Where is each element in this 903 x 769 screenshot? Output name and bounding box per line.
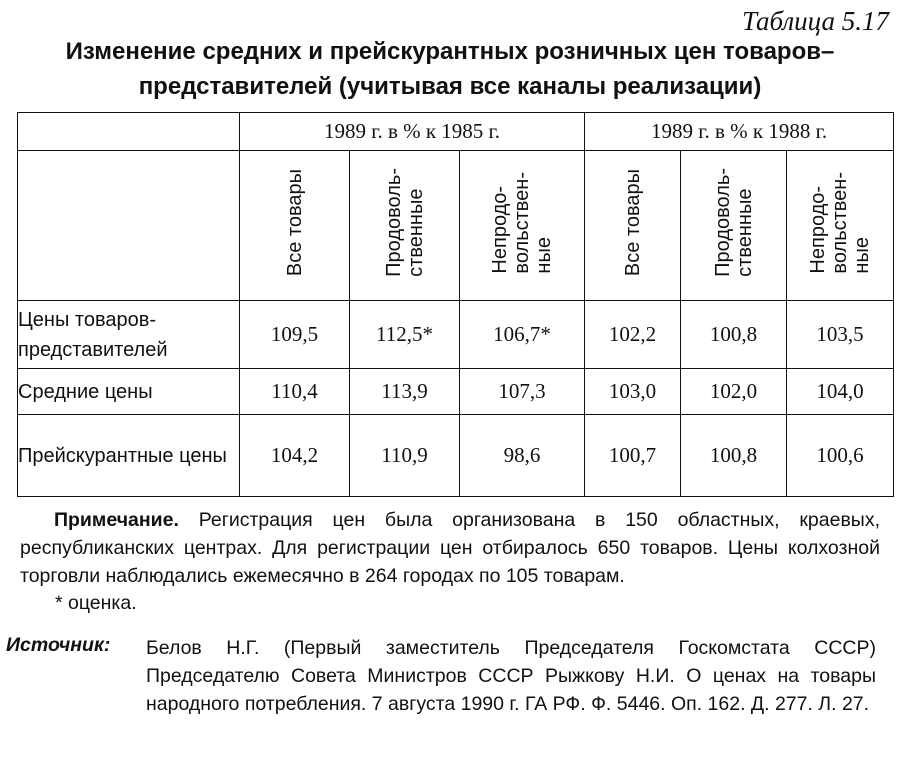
table-cell: 98,6 bbox=[460, 415, 585, 497]
table-cell: 100,6 bbox=[787, 415, 894, 497]
table-cell: 107,3 bbox=[460, 369, 585, 415]
table-row bbox=[18, 369, 894, 415]
col-header: Продоволь- ственные bbox=[350, 151, 460, 301]
column-header-row bbox=[18, 151, 894, 301]
col-header: Непродо- вольствен- ные bbox=[787, 151, 894, 301]
group-header-1985: 1989 г. в % к 1985 г. bbox=[240, 113, 585, 151]
table-cell: 102,2 bbox=[585, 301, 681, 369]
table-cell: 104,2 bbox=[240, 415, 350, 497]
table-cell: 103,5 bbox=[787, 301, 894, 369]
corner-cell bbox=[18, 113, 240, 151]
table-cell: 106,7* bbox=[460, 301, 585, 369]
col-header: Все товары bbox=[240, 151, 350, 301]
price-table bbox=[17, 112, 894, 497]
table-cell: 112,5* bbox=[350, 301, 460, 369]
table-cell: 103,0 bbox=[585, 369, 681, 415]
table-cell: 110,9 bbox=[350, 415, 460, 497]
table-cell: 113,9 bbox=[350, 369, 460, 415]
footnote: * оценка. bbox=[55, 592, 137, 614]
row-label: Цены товаров-представителей bbox=[18, 301, 240, 369]
source-text: Белов Н.Г. (Первый заместитель Председателя Госкомстата СССР) Председателю Совета Министров СССР Рыжкову Н.И. О ценах на товары народного потребления. 7 августа 1990 г. ГА РФ. Ф. 5446. Оп. 162. Д. 277. Л. 27. bbox=[146, 637, 876, 715]
table-row bbox=[18, 301, 894, 369]
note-text: Регистрация цен была организована в 150 областных, краевых, республиканских центрах. Для регистрации цен отбиралось 650 товаров. Цены колхозной торговли наблюдались ежемесячно в 264 городах по 105 товарам. bbox=[20, 509, 880, 587]
table-cell: 100,8 bbox=[681, 415, 787, 497]
col-header: Непродо- вольствен- ные bbox=[460, 151, 585, 301]
table-number: Таблица 5.17 bbox=[741, 6, 889, 36]
table-title: Изменение средних и прейскурантных розничных цен товаров–представителей (учитывая все каналы реализации) bbox=[65, 38, 835, 100]
table-cell: 109,5 bbox=[240, 301, 350, 369]
table-cell: 110,4 bbox=[240, 369, 350, 415]
note-label: Примечание. bbox=[54, 509, 179, 531]
group-header-1988: 1989 г. в % к 1988 г. bbox=[585, 113, 894, 151]
row-label: Средние цены bbox=[18, 369, 240, 415]
corner-cell-2 bbox=[18, 151, 240, 301]
table-cell: 104,0 bbox=[787, 369, 894, 415]
table-cell: 100,8 bbox=[681, 301, 787, 369]
col-header: Все товары bbox=[585, 151, 681, 301]
source-label: Источник: bbox=[6, 634, 111, 656]
table-cell: 100,7 bbox=[585, 415, 681, 497]
table-row bbox=[18, 415, 894, 497]
row-label: Прейскурантные цены bbox=[18, 415, 240, 497]
col-header: Продоволь- ственные bbox=[681, 151, 787, 301]
table-cell: 102,0 bbox=[681, 369, 787, 415]
group-header-row bbox=[18, 113, 894, 151]
note-paragraph bbox=[20, 506, 880, 590]
